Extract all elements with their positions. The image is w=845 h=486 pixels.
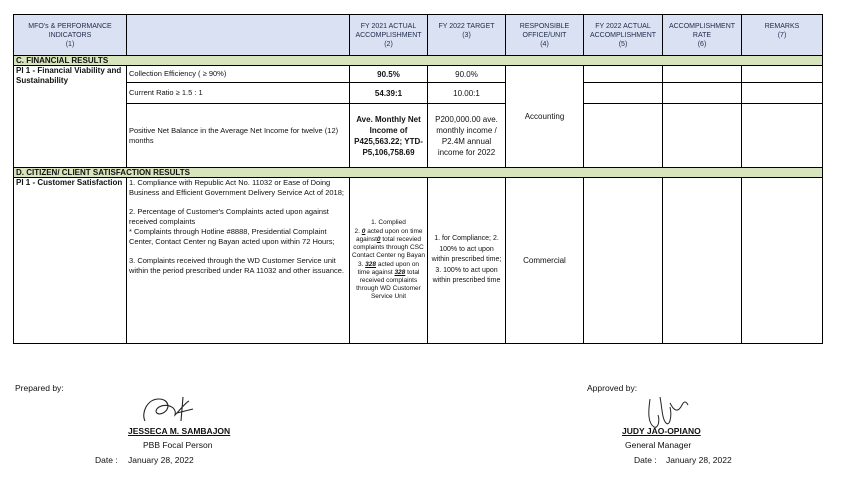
empty-cell (742, 104, 823, 168)
indicator-hotline-complaints: * Complaints through Hotline #8888, Presidential Complaint Center, Contact Center ng Bayan acted upon within 72 Hours; (129, 227, 335, 246)
row-customer-satisfaction (14, 178, 823, 344)
header-row (14, 15, 823, 56)
empty-cell (663, 104, 742, 168)
indicator-customer-list (127, 178, 350, 344)
prepared-title: PBB Focal Person (143, 440, 213, 450)
header-fy2021-actual: FY 2021 ACTUAL ACCOMPLISHMENT (2) (350, 15, 428, 56)
header-accomplishment-rate: ACCOMPLISHMENT RATE (6) (663, 15, 742, 56)
empty-cell (584, 66, 663, 83)
indicator-net-balance: Positive Net Balance in the Average Net Income for twelve (12) months (127, 104, 350, 168)
target-net-balance: P200,000.00 ave. monthly income / P2.4M annual income for 2022 (428, 104, 506, 168)
empty-cell (663, 83, 742, 104)
target-current-ratio: 10.00:1 (428, 83, 506, 104)
approved-name: JUDY JAO-OPIANO (622, 426, 701, 436)
signature-sambajon (137, 393, 197, 425)
section-financial-results: C. FINANCIAL RESULTS (14, 56, 823, 66)
office-accounting: Accounting (506, 66, 584, 168)
header-responsible-office: RESPONSIBLE OFFICE/UNIT (4) (506, 15, 584, 56)
actual-current-ratio: 54.39:1 (350, 83, 428, 104)
approved-date-label: Date : (634, 455, 657, 465)
target-collection-efficiency: 90.0% (428, 66, 506, 83)
indicator-current-ratio: Current Ratio ≥ 1.5 : 1 (127, 83, 350, 104)
row-net-balance (14, 104, 823, 168)
empty-cell (742, 83, 823, 104)
header-blank (127, 15, 350, 56)
actual-customer-satisfaction: 1. Complied 2. 0 acted upon on time against0 total recevied complaints through CSC Contact Center ng Bayan 3. 328 acted upon on time against 328 total received complaints through WD Customer Service Unit (350, 178, 428, 344)
prepared-date-label: Date : (95, 455, 118, 465)
indicator-complaints-percentage: 2. Percentage of Customer's Complaints acted upon against received complaints (129, 207, 329, 226)
empty-cell (742, 66, 823, 83)
header-fy2022-actual: FY 2022 ACTUAL ACCOMPLISHMENT (5) (584, 15, 663, 56)
actual-net-balance: Ave. Monthly Net Income of P425,563.22; YTD- P5,106,758.69 (350, 104, 428, 168)
performance-table (13, 14, 823, 344)
section-citizen-satisfaction: D. CITIZEN/ CLIENT SATISFACTION RESULTS (14, 168, 823, 178)
row-collection-efficiency (14, 66, 823, 83)
actual-collection-efficiency: 90.5% (350, 66, 428, 83)
approved-date: January 28, 2022 (666, 455, 732, 465)
indicator-collection-efficiency: Collection Efficiency ( ≥ 90%) (127, 66, 350, 83)
target-customer-satisfaction: 1. for Compliance; 2. 100% to act upon within prescribed time; 3. 100% to act upon within prescribed time (428, 178, 506, 344)
empty-cell (584, 104, 663, 168)
empty-cell (663, 66, 742, 83)
pi-customer-satisfaction: PI 1 - Customer Satisfaction (14, 178, 127, 344)
empty-cell (584, 178, 663, 344)
empty-cell (742, 178, 823, 344)
approved-title: General Manager (625, 440, 692, 450)
header-remarks: REMARKS (7) (742, 15, 823, 56)
header-fy2022-target: FY 2022 TARGET (3) (428, 15, 506, 56)
header-indicators: MFO's & PERFORMANCE INDICATORS (1) (14, 15, 127, 56)
approved-by-label: Approved by: (587, 383, 638, 393)
row-current-ratio (14, 83, 823, 104)
indicator-ra11032: 1. Compliance with Republic Act No. 11032 or Ease of Doing Business and Efficient Government Delivery Service Act of 2018; (129, 178, 344, 197)
prepared-by-label: Prepared by: (15, 383, 64, 393)
pi-financial-viability: PI 1 - Financial Viability and Sustainability (14, 66, 127, 168)
prepared-name: JESSECA M. SAMBAJON (128, 426, 231, 436)
prepared-date: January 28, 2022 (128, 455, 194, 465)
office-commercial: Commercial (506, 178, 584, 344)
empty-cell (584, 83, 663, 104)
indicator-wd-complaints: 3. Complaints received through the WD Customer Service unit within the period prescribed under RA 11032 and other issuance. (129, 256, 344, 275)
empty-cell (663, 178, 742, 344)
